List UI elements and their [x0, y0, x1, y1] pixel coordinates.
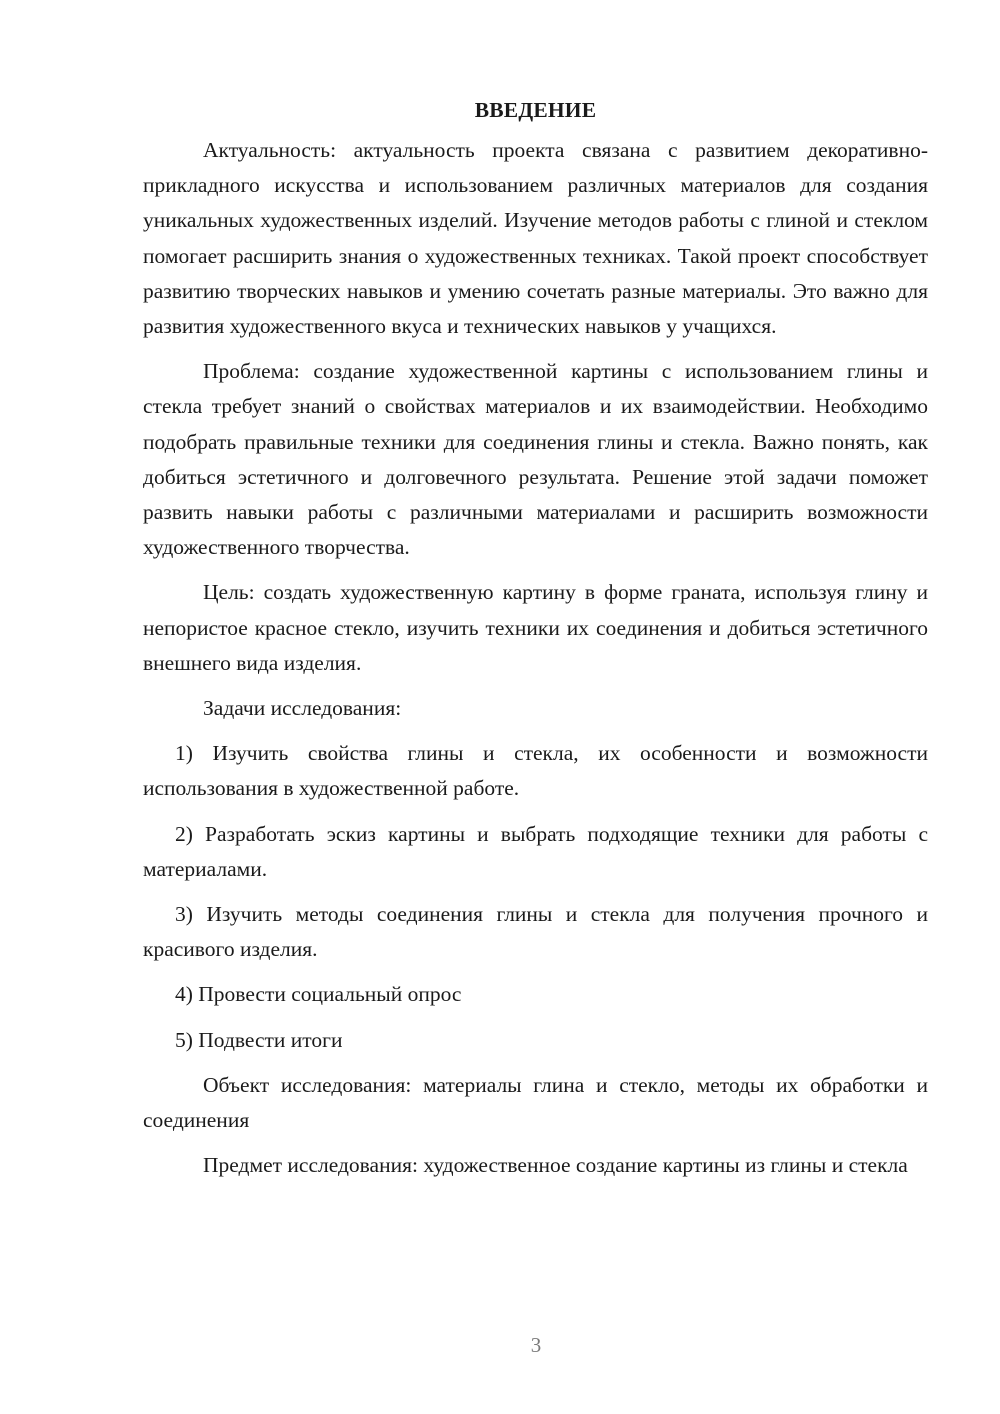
task-item-4: 4) Провести социальный опрос: [175, 982, 462, 1007]
document-page: [143, 95, 928, 1193]
task-item-1: 1) Изучить свойства глины и стекла, их особенности и возможности использования в художественной работе.: [143, 741, 928, 801]
paragraph-problem: Проблема: создание художественной картины с использованием глины и стекла требует знаний о свойствах материалов и их взаимодействии. Необходимо подобрать правильные техники для соединения глины и стекла. Важно понять, как добиться эстетичного и долговечного результата. Решение этой задачи поможет развить навыки работы с различными материалами и расширить возможности художественного творчества.: [143, 359, 928, 560]
task-item-5: 5) Подвести итоги: [175, 1027, 343, 1052]
page-number: 3: [530, 1333, 542, 1357]
task-item-2: 2) Разработать эскиз картины и выбрать подходящие техники для работы с материалами.: [143, 821, 928, 881]
tasks-list: [143, 736, 928, 1058]
paragraph-relevance: Актуальность: актуальность проекта связана с развитием декоративно-прикладного искусства и использованием различных материалов для создания уникальных художественных изделий. Изучение методов работы с глиной и стеклом помогает расширить знания о художественных техниках. Такой проект способствует развитию творческих навыков и умению сочетать разные материалы. Это важно для развития художественного вкуса и технических навыков у учащихся.: [143, 138, 928, 339]
paragraph-subject: Предмет исследования: художественное создание картины из глины и стекла: [203, 1153, 908, 1178]
paragraph-tasks-heading: Задачи исследования:: [203, 696, 402, 721]
paragraph-object: Объект исследования: материалы глина и стекло, методы их обработки и соединения: [143, 1072, 928, 1133]
paragraph-goal: Цель: создать художественную картину в форме граната, используя глину и непористое красное стекло, изучить техники их соединения и добиться эстетичного внешнего вида изделия.: [143, 580, 928, 675]
task-item-3: 3) Изучить методы соединения глины и стекла для получения прочного и красивого изделия.: [143, 902, 928, 962]
section-title: ВВЕДЕНИЕ: [474, 98, 597, 122]
